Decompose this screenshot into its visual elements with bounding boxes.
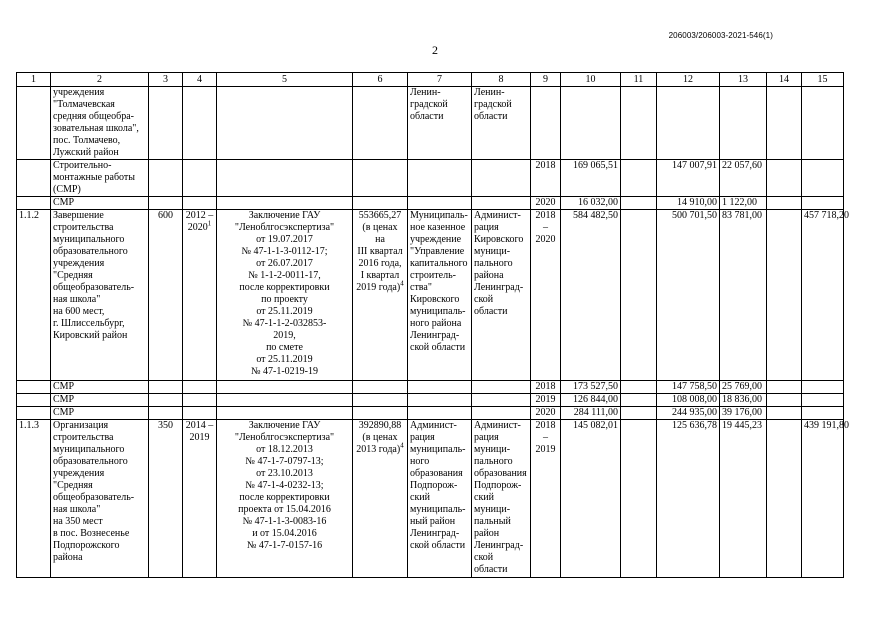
cell	[17, 197, 51, 210]
col-header: 11	[621, 73, 657, 87]
year-cell: 2020	[531, 197, 561, 210]
col-header: 4	[183, 73, 217, 87]
object-name-cell: СМР	[51, 197, 149, 210]
cell	[408, 407, 472, 420]
col-header: 13	[720, 73, 767, 87]
object-name-cell: СМР	[51, 394, 149, 407]
object-name-cell: учреждения "Толмачевская средняя общеобра- зовательная школа", пос. Толмачево, Лужский район	[51, 87, 149, 160]
footnote-mark: 4	[400, 279, 404, 288]
local-budget-cell: 22 057,60	[720, 160, 767, 197]
object-name-cell: Организация строительства муниципального образовательного учреждения "Средняя общеобразователь- ная школа" на 350 мест в пос. Вознесенье Подпорожского района	[51, 420, 149, 578]
footnote-mark: 1	[207, 219, 212, 228]
table-row	[17, 197, 844, 210]
cell	[353, 381, 408, 394]
local-budget-cell: 1 122,00	[720, 197, 767, 210]
cell	[217, 197, 353, 210]
cell	[353, 160, 408, 197]
expertise-cell: Заключение ГАУ "Леноблгосэкспертиза" от 19.07.2017 № 47-1-1-3-0112-17; от 26.07.2017 № 1-1-2-0011-17, после корректировки по проекту от 25.11.2019 № 47-1-1-2-032853- 2019, по смете от 25.11.2019 № 47-1-0219-19	[217, 210, 353, 381]
col-header: 8	[472, 73, 531, 87]
local-budget-cell: 83 781,00	[720, 210, 767, 381]
cell	[217, 407, 353, 420]
cell	[472, 197, 531, 210]
investment-table	[16, 72, 849, 578]
cell	[621, 420, 657, 578]
year-cell: 2018 – 2019	[531, 420, 561, 578]
cell	[17, 407, 51, 420]
cell	[472, 381, 531, 394]
cell	[17, 381, 51, 394]
document-id: 206003/206003-2021-546(1)	[668, 31, 773, 40]
row-number-cell: 1.1.3	[17, 420, 51, 578]
page-number: 2	[432, 43, 438, 57]
cell	[767, 394, 802, 407]
total-cost-cell: 16 032,00	[561, 197, 621, 210]
year-cell: 2018	[531, 381, 561, 394]
cell	[217, 160, 353, 197]
total-cost-cell: 145 082,01	[561, 420, 621, 578]
col-header: 5	[217, 73, 353, 87]
cell	[149, 381, 183, 394]
cell	[353, 394, 408, 407]
local-budget-cell: 25 769,00	[720, 381, 767, 394]
col-header: 10	[561, 73, 621, 87]
estimate-text: 392890,88 (в ценах 2013 года)	[356, 420, 402, 455]
cell	[183, 381, 217, 394]
cell	[802, 381, 844, 394]
col-header: 14	[767, 73, 802, 87]
regional-budget-cell: 14 910,00	[657, 197, 720, 210]
table-row	[17, 210, 844, 381]
col-header: 7	[408, 73, 472, 87]
customer-cell: Муниципаль- ное казенное учреждение "Управление капитального строитель- ства" Кировского муниципаль- ного района Ленинград- ской области	[408, 210, 472, 381]
cell	[621, 160, 657, 197]
cell	[657, 87, 720, 160]
regional-budget-cell: 125 636,78	[657, 420, 720, 578]
object-name-cell: Строительно- монтажные работы (СМР)	[51, 160, 149, 197]
cell	[217, 394, 353, 407]
col-header: 12	[657, 73, 720, 87]
capacity-cell: 600	[149, 210, 183, 381]
col-header: 2	[51, 73, 149, 87]
cell	[561, 87, 621, 160]
cell	[183, 407, 217, 420]
period-text: 2012 – 2020	[185, 210, 214, 233]
estimate-cost-cell	[353, 210, 408, 381]
cell	[353, 407, 408, 420]
period-cell: 2014 – 2019	[183, 420, 217, 578]
cell	[621, 394, 657, 407]
cell	[621, 381, 657, 394]
cell	[802, 87, 844, 160]
col-header: 15	[802, 73, 844, 87]
row-number-cell: 1.1.2	[17, 210, 51, 381]
cell	[767, 381, 802, 394]
customer-cell: Ленин- градской области	[408, 87, 472, 160]
total-cost-cell: 284 111,00	[561, 407, 621, 420]
cell	[408, 394, 472, 407]
total-cost-cell: 173 527,50	[561, 381, 621, 394]
grantor-cell: Админист- рация муници- пального образования Подпорож- ский муници- пальный район Ленинград- ской области	[472, 420, 531, 578]
cell	[472, 394, 531, 407]
cell	[17, 87, 51, 160]
local-budget-cell: 18 836,00	[720, 394, 767, 407]
regional-budget-cell: 147 007,91	[657, 160, 720, 197]
cell	[217, 87, 353, 160]
year-cell: 2020	[531, 407, 561, 420]
cell	[17, 160, 51, 197]
customer-cell: Админист- рация муниципаль- ного образования Подпорож- ский муниципаль- ный район Ленинград- ской области	[408, 420, 472, 578]
period-cell	[183, 210, 217, 381]
cell	[472, 160, 531, 197]
remaining-cost-cell: 439 191,80	[802, 420, 844, 578]
col-header: 9	[531, 73, 561, 87]
regional-budget-cell: 500 701,50	[657, 210, 720, 381]
table-row	[17, 381, 844, 394]
cell	[767, 407, 802, 420]
cell	[183, 394, 217, 407]
local-budget-cell: 19 445,23	[720, 420, 767, 578]
cell	[183, 160, 217, 197]
cell	[149, 160, 183, 197]
local-budget-cell: 39 176,00	[720, 407, 767, 420]
cell	[621, 210, 657, 381]
cell	[621, 197, 657, 210]
cell	[183, 197, 217, 210]
cell	[767, 87, 802, 160]
cell	[767, 160, 802, 197]
estimate-cost-cell	[353, 420, 408, 578]
col-header: 3	[149, 73, 183, 87]
table-row	[17, 160, 844, 197]
table-row	[17, 87, 844, 160]
cell	[802, 394, 844, 407]
cell	[149, 407, 183, 420]
expertise-cell: Заключение ГАУ "Леноблгосэкспертиза" от 18.12.2013 № 47-1-7-0797-13; от 23.10.2013 № 47-1-4-0232-13; после корректировки проекта от 15.04.2016 № 47-1-1-3-0083-16 и от 15.04.2016 № 47-1-7-0157-16	[217, 420, 353, 578]
table-row	[17, 420, 844, 578]
year-cell: 2018	[531, 160, 561, 197]
cell	[621, 407, 657, 420]
year-cell: 2019	[531, 394, 561, 407]
object-name-cell: Завершение строительства муниципального образовательного учреждения "Средняя общеобразователь- ная школа" на 600 мест, г. Шлиссельбург, Кировский район	[51, 210, 149, 381]
cell	[217, 381, 353, 394]
regional-budget-cell: 244 935,00	[657, 407, 720, 420]
col-header: 6	[353, 73, 408, 87]
regional-budget-cell: 108 008,00	[657, 394, 720, 407]
regional-budget-cell: 147 758,50	[657, 381, 720, 394]
table-row	[17, 394, 844, 407]
cell	[802, 407, 844, 420]
grantor-cell: Ленин- градской области	[472, 87, 531, 160]
cell	[408, 160, 472, 197]
table-row	[17, 407, 844, 420]
cell	[767, 197, 802, 210]
total-cost-cell: 169 065,51	[561, 160, 621, 197]
grantor-cell: Админист- рация Кировского муници- пального района Ленинград- ской области	[472, 210, 531, 381]
cell	[408, 197, 472, 210]
cell	[17, 394, 51, 407]
total-cost-cell: 584 482,50	[561, 210, 621, 381]
cell	[149, 87, 183, 160]
total-cost-cell: 126 844,00	[561, 394, 621, 407]
capacity-cell: 350	[149, 420, 183, 578]
cell	[531, 87, 561, 160]
cell	[149, 394, 183, 407]
year-cell: 2018 – 2020	[531, 210, 561, 381]
object-name-cell: СМР	[51, 407, 149, 420]
object-name-cell: СМР	[51, 381, 149, 394]
col-header: 1	[17, 73, 51, 87]
cell	[149, 197, 183, 210]
cell	[183, 87, 217, 160]
footnote-mark: 4	[400, 441, 404, 450]
estimate-text: 553665,27 (в ценах на III квартал 2016 года, I квартал 2019 года)	[356, 210, 403, 293]
cell	[720, 87, 767, 160]
cell	[767, 420, 802, 578]
cell	[621, 87, 657, 160]
cell	[802, 197, 844, 210]
cell	[767, 210, 802, 381]
cell	[353, 197, 408, 210]
cell	[802, 160, 844, 197]
cell	[472, 407, 531, 420]
header-row	[17, 73, 844, 87]
cell	[408, 381, 472, 394]
cell	[353, 87, 408, 160]
remaining-cost-cell: 457 718,20	[802, 210, 844, 381]
